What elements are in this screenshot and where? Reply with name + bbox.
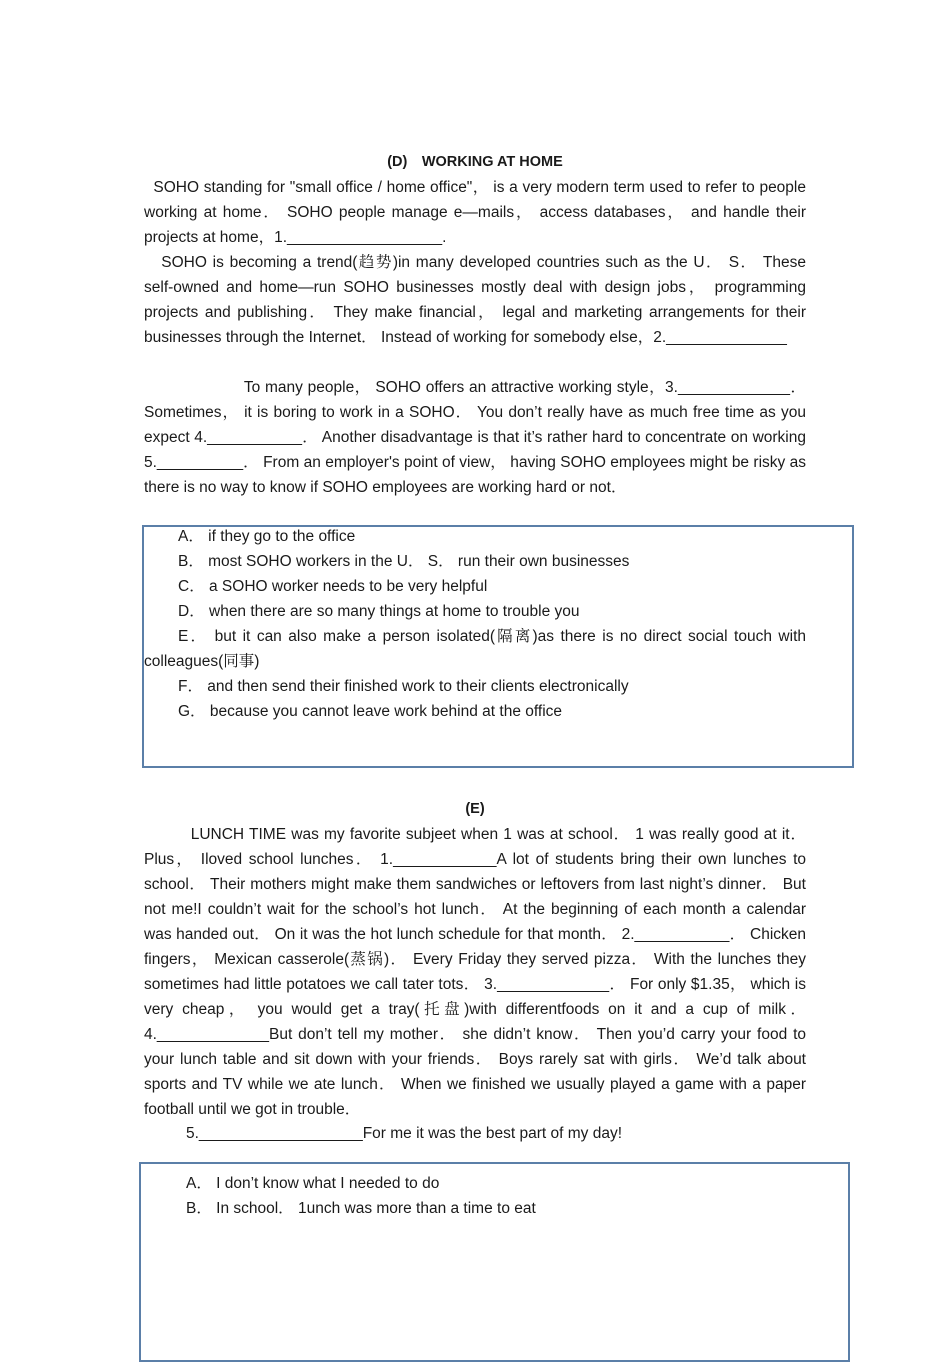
section-e-paragraph-2: 5.___________________For me it was the best part of my day! <box>186 1125 623 1142</box>
section-d-option-f: F． and then send their finished work to their clients electronically <box>178 678 629 695</box>
section-d-paragraph-1: SOHO standing for "small office / home office"， is a very modern term used to refer to people working at home． SOHO people manage e—mails， access databases， and handle their projects at home，1.__________________. <box>144 179 806 246</box>
section-d-option-e: E． but it can also make a person isolated(隔离)as there is no direct social touch with colleagues(同事) <box>144 628 806 670</box>
section-e-option-a: A． I don’t know what I needed to do <box>186 1175 440 1192</box>
section-e-paragraph-1: LUNCH TIME was my favorite subjeet when 1 was at school． 1 was really good at it． Plus， Iloved school lunches． 1.____________A lot of students bring their own lunches to school． Their mothers might make them sandwiches or leftovers from last night’s dinner． But not me!I couldn’t wait for the school’s hot lunch． At the beginning of each month a calendar was handed out． On it was the hot lunch schedule for that month． 2.___________． Chicken fingers， Mexican casserole(蒸锅)． Every Friday they served pizza． With the lunches they sometimes had little potatoes we call tater tots． 3._____________． For only $1.35， which is very cheap， you would get a tray(托盘)with differentfoods on it and a cup of milk． 4._____________But don’t tell my mother． she didn’t know． Then you’d carry your food to your lunch table and sit down with your friends． Boys rarely sat with girls． We’d talk about sports and TV while we ate lunch． When we finished we usually played a game with a paper football until we got in trouble． <box>144 826 806 1118</box>
section-d-option-b: B． most SOHO workers in the U． S． run their own businesses <box>178 553 630 570</box>
section-d-paragraph-2: SOHO is becoming a trend(趋势)in many developed countries such as the U． S． These self-owned and home—run SOHO businesses mostly deal with design jobs， programming projects and publishing． They make financial， legal and marketing arrangements for their businesses through the Internet． Instead of working for somebody else，2.______________ <box>144 254 806 346</box>
section-d-option-g: G． because you cannot leave work behind at the office <box>178 703 563 720</box>
section-d-option-c: C． a SOHO worker needs to be very helpful <box>178 578 488 595</box>
section-d-option-a: A． if they go to the office <box>178 528 356 545</box>
section-d-heading: (D) WORKING AT HOME <box>387 154 563 170</box>
section-e-heading: (E) <box>465 801 485 817</box>
section-d-paragraph-3: To many people， SOHO offers an attractive working style，3._____________． Sometimes， it is boring to work in a SOHO． You don’t really have as much free time as you expect 4.___________． Another disadvantage is that it’s rather hard to concentrate on working 5.__________． From an employer's point of view， having SOHO employees might be risky as there is no way to know if SOHO employees are working hard or not． <box>144 379 806 496</box>
section-e-option-b: B． In school． 1unch was more than a time to eat <box>186 1200 536 1217</box>
section-d-option-d: D． when there are so many things at home to trouble you <box>178 603 580 620</box>
